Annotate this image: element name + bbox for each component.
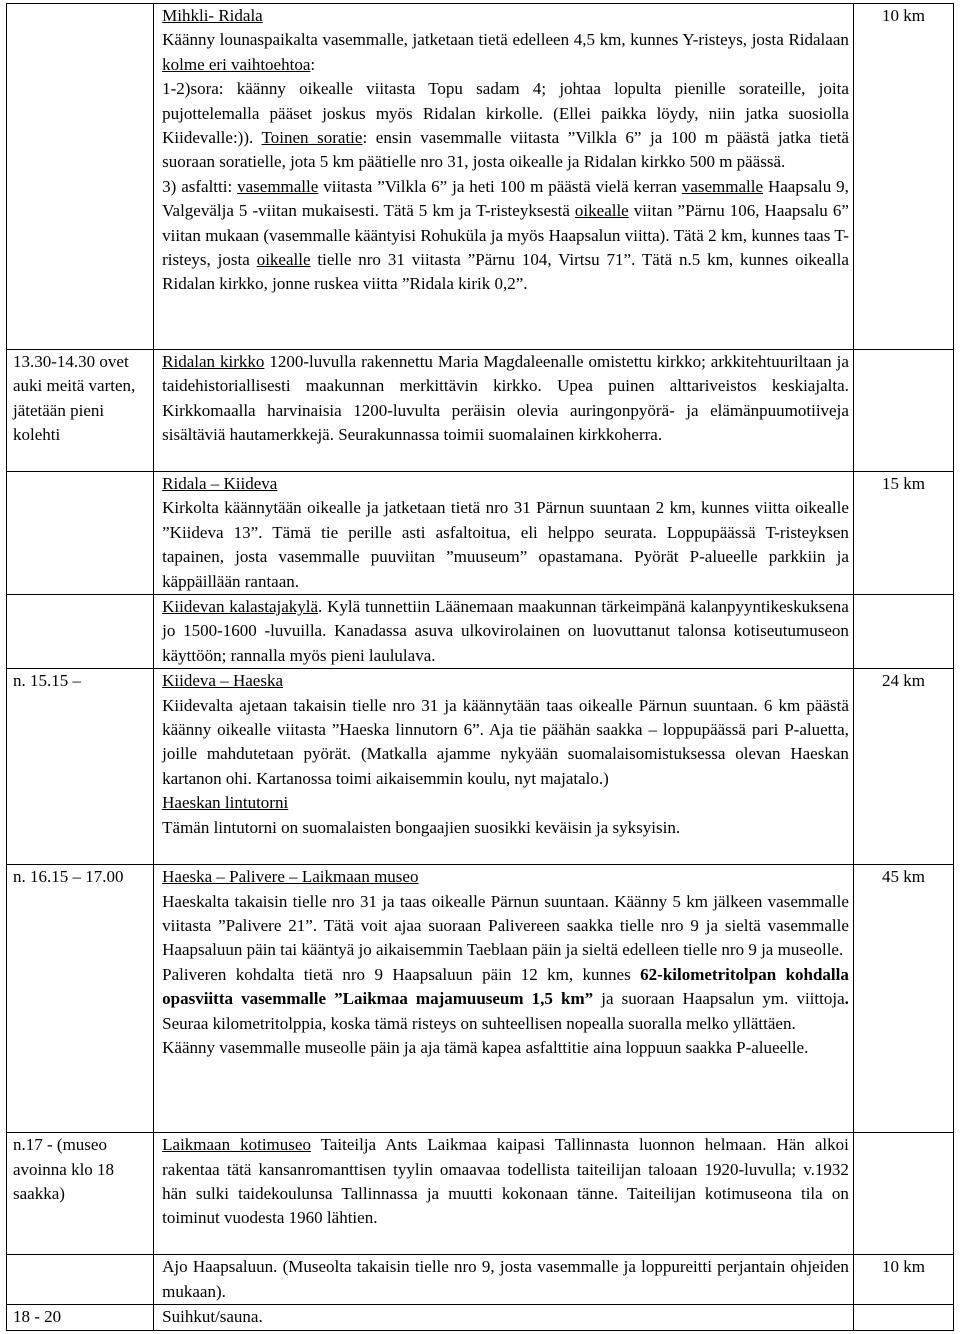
distance-cell [853, 1305, 953, 1330]
distance-cell [853, 472, 953, 595]
section-title: Mihkli- Ridala [162, 6, 263, 25]
time-cell [7, 1305, 154, 1330]
itinerary-row [7, 1133, 954, 1255]
itinerary-row [7, 350, 954, 472]
distance-cell [853, 350, 953, 472]
drive-text: Ajo Haapsaluun. (Museolta takaisin tielle nro 9, josta vasemmalle ja loppureitti perjantain ohjeiden mukaan). [162, 1257, 849, 1301]
time-cell [7, 1255, 154, 1305]
distance-cell [853, 669, 953, 865]
description-cell [154, 1133, 854, 1255]
time-cell [7, 4, 154, 350]
description-cell [154, 1305, 854, 1330]
section-text: Kiidevalta ajetaan takaisin tielle nro 31 ja käännytään taas oikealle Pärnun suuntaan. 6 km päästä käänny oikealle viitasta ”Haeska linnutorn 6”. Aja tie päähän saakka – loppupäässä pari P-aluetta, joille mahdutetaan pyörät. (Matkalla ajamme nykyään suomalaisomistuksessa olevan Haeskan kartanon ohi. Kartanossa toimi aikaisemmin koulu, nyt majatalo.) [162, 695, 849, 788]
distance-text: 10 km [881, 6, 925, 25]
time-cell [7, 865, 154, 1133]
time-cell [7, 472, 154, 595]
section-title: Ridala – Kiideva [162, 474, 278, 493]
church-description: Ridalan kirkko 1200-luvulla rakennettu Maria Magdaleenalle omistettu kirkko; arkkitehtuuriltaan ja taidehistoriallisesti maakunnan merkittävin kirkko. Upea puinen alttariveistos keskiajalta. Kirkkomaalla harvinaisia 1200-luvulta peräisin olevia auringonpyörä- ja elämänpuumotiiveja sisältäviä hautamerkkejä. Seurakunnassa toimii suomalainen kirkkoherra. [162, 352, 849, 445]
subsection-text: Tämän lintutorni on suomalaisten bongaajien suosikki keväisin ja syksyisin. [162, 817, 681, 837]
itinerary-table [6, 3, 954, 1331]
itinerary-row [7, 1305, 954, 1330]
directions-paragraph: Paliveren kohdalta tietä nro 9 Haapsaluun päin 12 km, kunnes 62-kilometritolpan kohdalla opasviitta vasemmalle ”Laikmaa majamuuseum 1,5 km” ja suoraan Haapsalun ym. viittoja. Seuraa kilometritolppia, koska tämä risteys on suhteellisen nopealla suoralla melko yllättäen. [162, 964, 849, 1033]
distance-cell [853, 4, 953, 350]
time-cell [7, 350, 154, 472]
museum-description: Laikmaan kotimuseo Taiteilja Ants Laikmaa kaipasi Tallinnasta luonnon helmaan. Hän alkoi rakentaa tätä kansanromanttisen tyylin omaavaa todellista taiteilijan taloaan 1920-luvulla; v.1932 hän sulki taidekoulunsa Tallinnassa ja muutti kokonaan tänne. Taiteilijan kotimuseona tila on toiminut vuodesta 1960 lähtien. [162, 1135, 849, 1228]
itinerary-row [7, 669, 954, 865]
description-cell [154, 669, 854, 865]
village-description: Kiidevan kalastajakylä. Kylä tunnettiin Läänemaan maakunnan tärkeimpänä kalanpyyntikeskuksena jo 1500-1600 -luvuilla. Kanadassa asuva ulkovirolainen on luovuttanut talonsa kotiseutumuseon käyttöön; rannalla myös pieni laululava. [162, 597, 849, 665]
distance-text: 15 km [881, 474, 925, 493]
itinerary-row [7, 1255, 954, 1305]
description-cell [154, 472, 854, 595]
subsection-title: Haeskan lintutorni [162, 793, 289, 813]
distance-text: 45 km [881, 867, 925, 887]
distance-text: 10 km [881, 1257, 925, 1277]
distance-cell [853, 1255, 953, 1305]
section-text: Haeskalta takaisin tielle nro 31 ja taas oikealle Pärnun suuntaan. Käänny 5 km jälkeen vasemmalle viitasta ”Palivere 21”. Tätä voit ajaa suoraan Palivereen saakka tielle nro 9 ja sieltä vasemmalle Haapsaluun päin tai kääntyä jo aikaisemmin Taeblaan päin ja sieltä edelleen tielle nro 9 ja museolle. [162, 891, 849, 960]
time-text: 18 - 20 [13, 1307, 62, 1327]
distance-cell [853, 595, 953, 669]
parking-paragraph: Käänny vasemmalle museolle päin ja aja tämä kapea asfalttitie aina loppuun saakka P-alueelle. [162, 1038, 809, 1058]
time-cell [7, 595, 154, 669]
itinerary-row [7, 865, 954, 1133]
time-text: n. 16.15 – 17.00 [13, 867, 124, 887]
description-cell [154, 595, 854, 669]
itinerary-row [7, 4, 954, 350]
route-option-gravel: 1-2)sora: käänny oikealle viitasta Topu sadam 4; johtaa lopulta pienille sorateille, joita pujottelemalla pääset joskus myös Ridalan kirkolle. (Ellei paikka löydy, niin jatka suosiolla Kiidevalle:)). Toinen soratie: ensin vasemmalle viitasta ”Vilkla 6” ja 100 m päästä jatka tietä suoraan soratielle, jota 5 km päätielle nro 31, josta oikealle ja Ridalan kirkko 500 m päässä. [162, 79, 849, 172]
time-text: 13.30-14.30 ovet auki meitä varten, jätetään pieni kolehti [13, 352, 136, 445]
intro-paragraph: Käänny lounaspaikalta vasemmalle, jatketaan tietä edelleen 4,5 km, kunnes Y-risteys, josta Ridalaan kolme eri vaihtoehtoa: [162, 30, 849, 74]
distance-cell [853, 865, 953, 1133]
description-cell [154, 4, 854, 350]
distance-cell [853, 1133, 953, 1255]
itinerary-row [7, 472, 954, 595]
time-text: n. 15.15 – [13, 671, 81, 691]
itinerary-row [7, 595, 954, 669]
distance-text: 24 km [881, 671, 925, 691]
section-text: Kirkolta käännytään oikealle ja jatketaan tietä nro 31 Pärnun suuntaan 2 km, kunnes viitta oikealle ”Kiideva 13”. Tämä tie perille asti asfaltoitua, eli helppo seurata. Loppupäässä T-risteyksen tapainen, josta vasemmalle puuviitan ”muuseum” opastamana. Pyörät P-alueelle parkkiin ja käppäillään rantaan. [162, 498, 849, 591]
time-cell [7, 669, 154, 865]
description-cell [154, 865, 854, 1133]
description-cell [154, 350, 854, 472]
time-cell [7, 1133, 154, 1255]
time-text: n.17 - (museo avoinna klo 18 saakka) [13, 1135, 115, 1204]
section-title: Haeska – Palivere – Laikmaan museo [162, 867, 419, 887]
route-option-asphalt: 3) asfaltti: vasemmalle viitasta ”Vilkla 6” ja heti 100 m päästä vielä kerran vasemmalle Haapsalu 9, Valgevälja 5 -viitan mukaisesti. Tätä 5 km ja T-risteyksestä oikealle viitan ”Pärnu 106, Haapsalu 6” viitan mukaan (vasemmalle kääntyisi Rohuküla ja myös Haapsalun viitta). Tätä 2 km, kunnes taas T-risteys, josta oikealle tielle nro 31 viitasta ”Pärnu 104, Virtsu 71”. Tätä n.5 km, kunnes oikealla Ridalan kirkko, jonne ruskea viitta ”Ridala kirik 0,2”. [162, 176, 849, 294]
section-title: Kiideva – Haeska [162, 671, 283, 691]
sauna-text: Suihkut/sauna. [162, 1307, 263, 1327]
description-cell [154, 1255, 854, 1305]
